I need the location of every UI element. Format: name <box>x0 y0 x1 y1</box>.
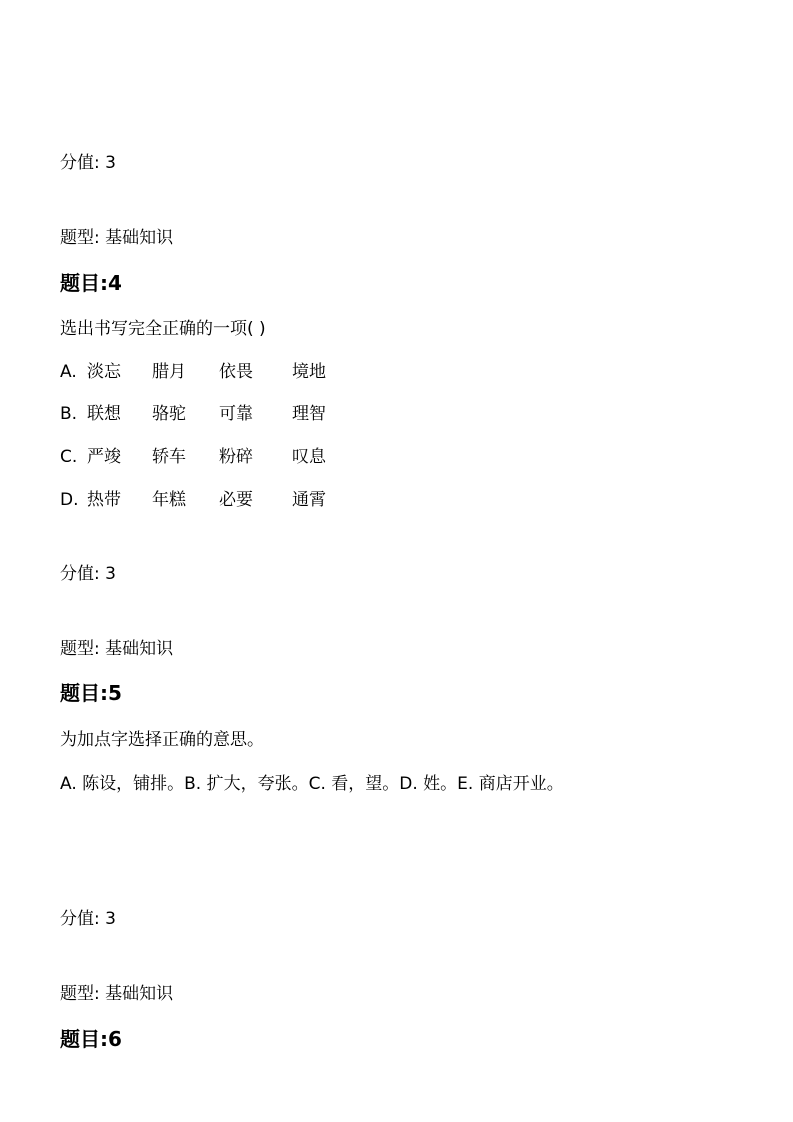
option-letter: C. <box>60 447 78 467</box>
question-title: 题目:6 <box>60 1027 122 1051</box>
question-prompt: 为加点字选择正确的意思。 <box>60 730 264 750</box>
question-type-label: 题型: 基础知识 <box>60 639 174 659</box>
option-letter: D. <box>60 490 79 510</box>
option-d <box>60 489 360 511</box>
option-word: 粉碎 <box>219 447 253 467</box>
score-label: 分值: 3 <box>60 153 116 173</box>
option-word: 联想 <box>87 404 121 424</box>
option-word: 必要 <box>219 490 253 510</box>
option-word: 可靠 <box>219 404 253 424</box>
question-options-text: A. 陈设，铺排。B. 扩大，夸张。C. 看，望。D. 姓。E. 商店开业。 <box>60 774 564 794</box>
option-word: 理智 <box>292 404 326 424</box>
option-word: 依畏 <box>219 362 253 382</box>
option-letter: B. <box>60 404 78 424</box>
option-c <box>60 446 360 468</box>
option-word: 叹息 <box>292 447 326 467</box>
option-b <box>60 403 360 425</box>
option-word: 严竣 <box>87 447 121 467</box>
question-title: 题目:4 <box>60 271 122 295</box>
option-a <box>60 361 360 383</box>
option-word: 境地 <box>292 362 326 382</box>
option-letter: A. <box>60 362 77 382</box>
option-word: 热带 <box>87 490 121 510</box>
score-label: 分值: 3 <box>60 564 116 584</box>
question-type-label: 题型: 基础知识 <box>60 228 174 248</box>
question-prompt: 选出书写完全正确的一项( ) <box>60 319 266 339</box>
question-type-label: 题型: 基础知识 <box>60 984 174 1004</box>
option-word: 骆驼 <box>152 404 186 424</box>
option-word: 通霄 <box>292 490 326 510</box>
option-word: 轿车 <box>152 447 186 467</box>
option-word: 腊月 <box>152 362 186 382</box>
question-title: 题目:5 <box>60 681 122 705</box>
score-label: 分值: 3 <box>60 909 116 929</box>
option-word: 淡忘 <box>87 362 121 382</box>
option-word: 年糕 <box>152 490 186 510</box>
